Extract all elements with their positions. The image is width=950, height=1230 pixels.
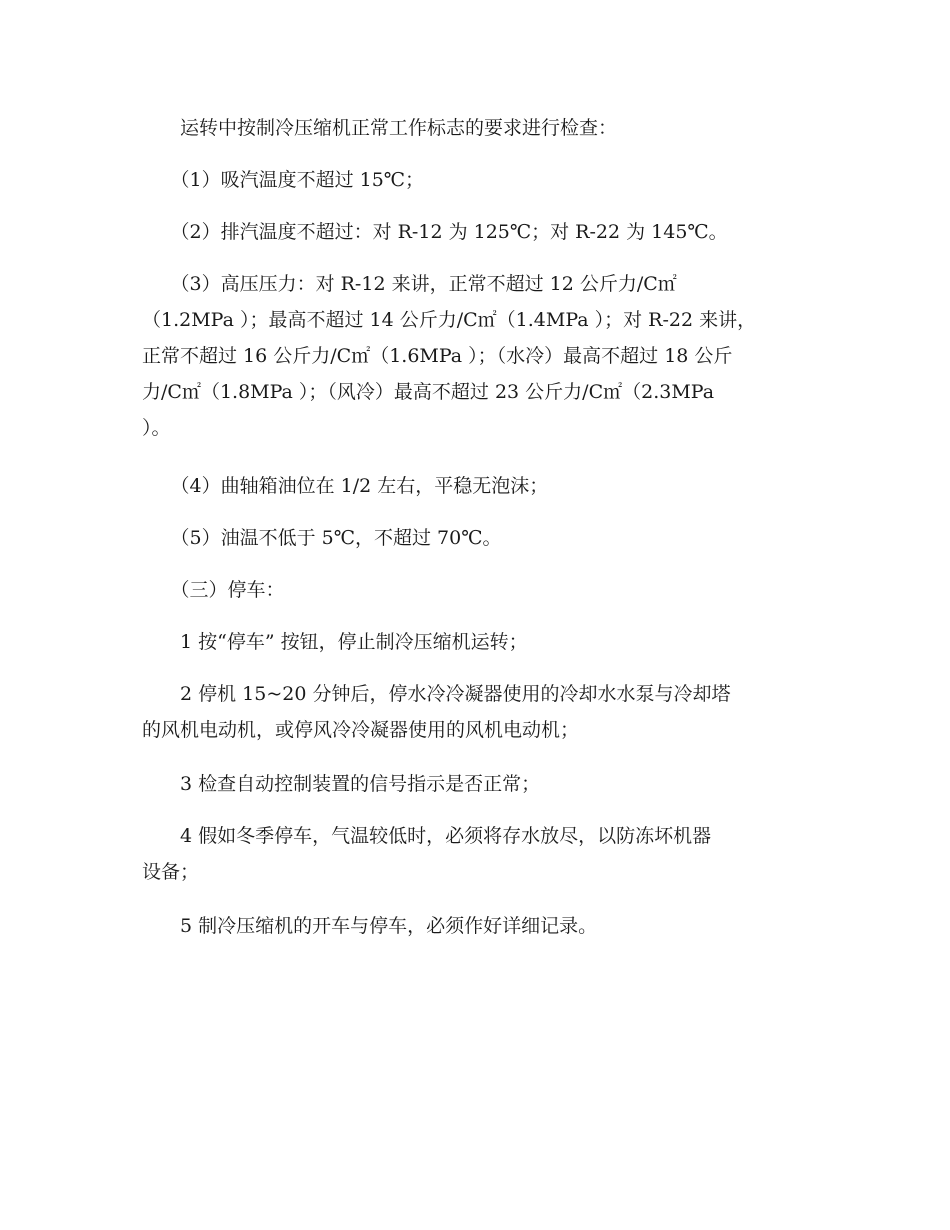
text-line: 4 假如冬季停车，气温较低时，必须将存水放尽，以防冻坏机器 [142, 825, 712, 847]
text-line: （2）排汽温度不超过：对 R-12 为 125℃；对 R-22 为 145℃。 [142, 221, 728, 243]
text-line: 1 按“停车” 按钮，停止制冷压缩机运转； [142, 631, 528, 653]
text-line: 5 制冷压缩机的开车与停车，必须作好详细记录。 [142, 915, 598, 937]
text-line: 正常不超过 16 公斤力/C㎡（1.6MPa ）；（水冷）最高不超过 18 公斤 [142, 345, 733, 367]
item-1-paragraph [142, 162, 802, 198]
step-2-paragraph [142, 676, 802, 748]
text-line: 运转中按制冷压缩机正常工作标志的要求进行检查： [142, 117, 618, 139]
step-1-paragraph [142, 624, 802, 660]
intro-paragraph [142, 110, 802, 146]
text-line: 的风机电动机，或停风冷冷凝器使用的风机电动机； [142, 719, 580, 741]
text-line: （4）曲轴箱油位在 1/2 左右，平稳无泡沫； [142, 475, 549, 497]
text-line: ）。 [142, 417, 171, 439]
text-line: 设备； [142, 861, 200, 883]
text-line: （1）吸汽温度不超过 15℃； [142, 169, 425, 191]
text-line: 3 检查自动控制装置的信号指示是否正常； [142, 773, 541, 795]
text-line: 力/C㎡（1.8MPa ）；（风冷）最高不超过 23 公斤力/C㎡（2.3MPa [142, 381, 715, 403]
step-5-paragraph [142, 908, 802, 944]
text-line: 2 停机 15~20 分钟后，停水冷冷凝器使用的冷却水水泵与冷却塔 [142, 683, 731, 705]
step-3-paragraph [142, 766, 802, 802]
text-line: （5）油温不低于 5℃，不超过 70℃。 [142, 527, 502, 549]
section-heading [142, 572, 802, 608]
step-4-paragraph [142, 818, 802, 890]
item-5-paragraph [142, 520, 802, 556]
item-2-paragraph [142, 214, 802, 250]
text-line: （1.2MPa ）；最高不超过 14 公斤力/C㎡（1.4MPa ）；对 R-22 来讲， [142, 309, 757, 331]
item-3-paragraph [142, 266, 802, 446]
item-4-paragraph [142, 468, 802, 504]
text-line: （3）高压压力：对 R-12 来讲，正常不超过 12 公斤力/C㎡ [142, 273, 677, 295]
text-line: （三）停车： [142, 579, 285, 601]
